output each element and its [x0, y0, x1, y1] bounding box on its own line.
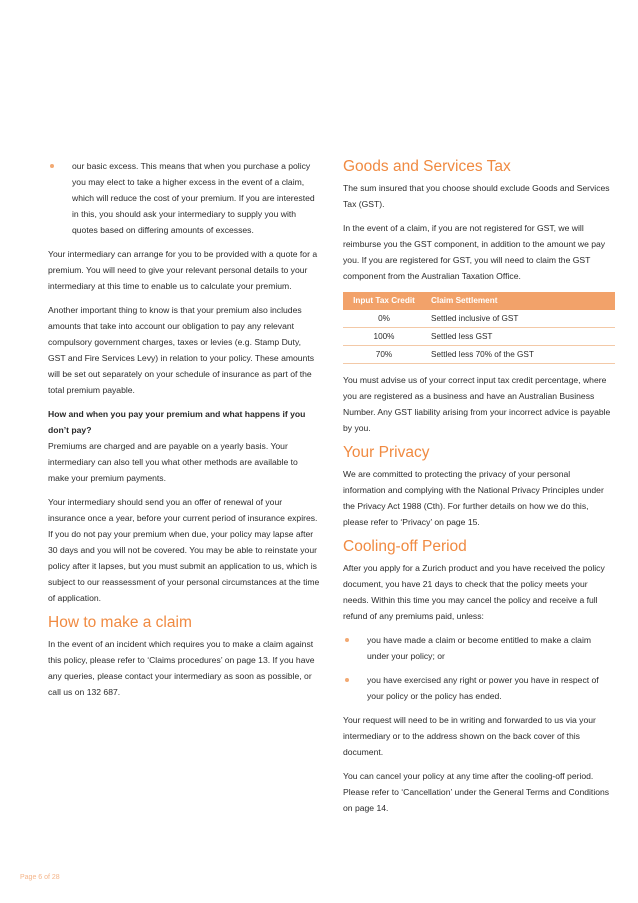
claim-paragraph: In the event of an incident which requires you to make a claim against this policy, please refer to ‘Claims procedures’ on page 13. If you have any queries, please contact your intermediary as soon as possible, or call us on 132 687.: [48, 639, 315, 697]
table-row: [343, 310, 615, 328]
table-cell: 70%: [343, 346, 425, 364]
right-exercised-bullet: [343, 672, 615, 704]
bullet-dot: [345, 678, 349, 682]
quote-paragraph: Your intermediary can arrange for you to be provided with a quote for a premium. You will need to give your relevant personal details to your intermediary at this time to enable us to calculate your premium.: [48, 249, 318, 291]
table-row: [343, 346, 615, 364]
gst-sum-insured-paragraph: The sum insured that you choose should exclude Goods and Services Tax (GST).: [343, 183, 610, 209]
right-exercised-bullet-text: you have exercised any right or power you have in respect of your policy or the policy has ended.: [367, 675, 599, 701]
gst-heading: Goods and Services Tax: [343, 158, 511, 175]
renewal-paragraph: Your intermediary should send you an offer of renewal of your insurance once a year, before your current period of insurance expires. If you do not pay your premium when due, your policy may lapse after 30 days and you will not be covered. You may be able to reinstate your policy after it lapses, but you must submit an application to us, which is subject to our reassessment of your personal circumstances at the time of application.: [48, 497, 320, 603]
claim-heading: How to make a claim: [48, 614, 192, 631]
cooling-off-paragraph: After you apply for a Zurich product and you have received the policy document, you have 21 days to check that the policy meets your needs. Within this time you may cancel the policy and receive a full refund of any premiums paid, unless:: [343, 563, 605, 621]
gst-table: [343, 292, 615, 364]
claim-made-bullet-text: you have made a claim or become entitled to make a claim under your policy; or: [367, 635, 592, 661]
bullet-dot: [50, 164, 54, 168]
bullet-dot: [345, 638, 349, 642]
excess-bullet: [48, 158, 320, 238]
claim-made-bullet: [343, 632, 615, 664]
right-column: [343, 158, 615, 824]
cancel-anytime-paragraph: You can cancel your policy at any time after the cooling-off period. Please refer to ‘Cancellation’ under the General Terms and Conditions on page 14.: [343, 771, 610, 813]
request-in-writing-paragraph: Your request will need to be in writing and forwarded to us via your intermediary or to the address shown on the back cover of this document.: [343, 715, 596, 757]
payment-subheading: How and when you pay your premium and what happens if you don’t pay?: [48, 409, 306, 435]
left-column: [48, 158, 320, 708]
table-cell: 100%: [343, 328, 425, 346]
yearly-payment-paragraph: Premiums are charged and are payable on a yearly basis. Your intermediary can also tell you what other methods are available to make your premium payments.: [48, 441, 298, 483]
input-tax-credit-paragraph: You must advise us of your correct input tax credit percentage, where you are registered as a business and have an Australian Business Number. Any GST liability arising from your incorrect advice is payable by you.: [343, 375, 611, 433]
gst-table-header: Claim Settlement: [425, 292, 615, 310]
table-cell: Settled less GST: [425, 328, 615, 346]
charges-paragraph: Another important thing to know is that your premium also includes amounts that take into account our obligation to pay any relevant compulsory government charges, taxes or levies (e.g. Stamp Duty, GST and Fire Services Levy) in relation to your policy. These amounts will be set out separately on your schedule of insurance as part of the total premium payable.: [48, 305, 315, 395]
excess-bullet-text: our basic excess. This means that when you purchase a policy you may elect to take a higher excess in the event of a claim, which will reduce the cost of your premium. If you are interested in this, you should ask your intermediary to supply you with quotes based on differing amounts of excesses.: [72, 161, 315, 235]
privacy-paragraph: We are committed to protecting the privacy of your personal information and complying with the National Privacy Principles under the Privacy Act 1988 (Cth). For further details on how we do this, please refer to ‘Privacy’ on page 15.: [343, 469, 604, 527]
table-row: [343, 328, 615, 346]
gst-claim-paragraph: In the event of a claim, if you are not registered for GST, we will reimburse you the GST component, in addition to the amount we pay you. If you are registered for GST, you will need to claim the GST component from the Australian Taxation Office.: [343, 223, 606, 281]
privacy-heading: Your Privacy: [343, 444, 430, 461]
gst-table-header: Input Tax Credit: [343, 292, 425, 310]
table-cell: Settled inclusive of GST: [425, 310, 615, 328]
gst-table-header-row: [343, 292, 615, 310]
page-number: Page 6 of 28: [20, 874, 60, 881]
table-cell: 0%: [343, 310, 425, 328]
table-cell: Settled less 70% of the GST: [425, 346, 615, 364]
cooling-off-heading: Cooling-off Period: [343, 538, 467, 555]
